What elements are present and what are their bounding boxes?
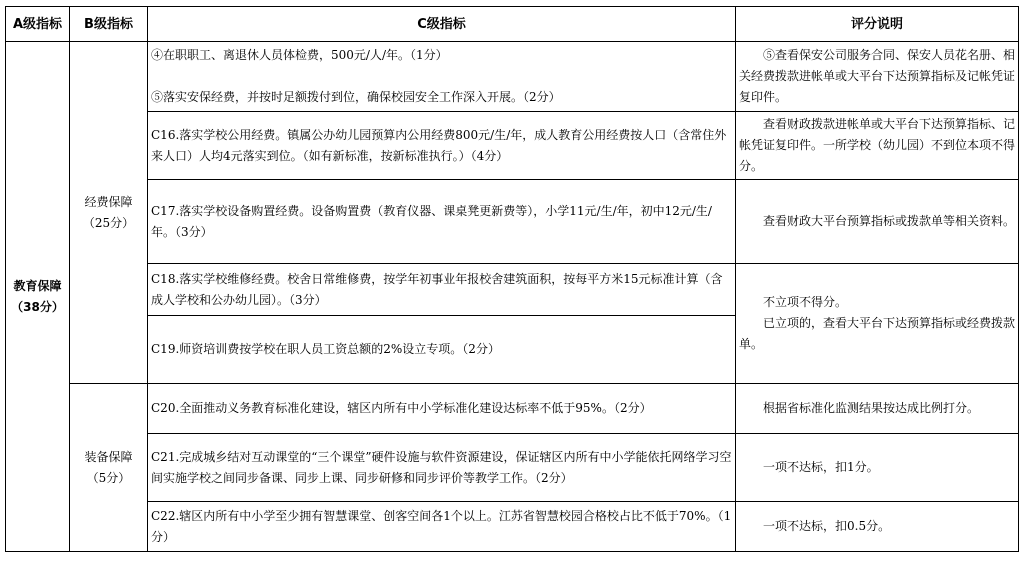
- scoring-note-text: ⑤查看保安公司服务合同、保安人员花名册、相关经费拨款进帐单或大平台下达预算指标及记帐凭证复印件。: [739, 48, 1016, 104]
- scoring-note-cell: [736, 502, 1019, 552]
- table-row: [6, 264, 1019, 316]
- a-level-score: （38分）: [11, 299, 64, 314]
- scoring-note-cell: [736, 112, 1019, 180]
- scoring-note-text: 根据省标准化监测结果按达成比例打分。: [763, 401, 980, 415]
- c-indicator-cell: [148, 502, 736, 552]
- scoring-note-text: 不立项不得分。: [763, 295, 848, 309]
- scoring-note-cell: [736, 434, 1019, 502]
- scoring-note-cell: [736, 264, 1019, 384]
- header-b-level: B级指标: [70, 7, 148, 42]
- c-indicator-text: C18.落实学校维修经费。校舍日常维修费，按学年初事业年报校舍建筑面积，按每平方米15元标准计算（含成人学校和公办幼儿园）。（3分）: [151, 271, 723, 307]
- b-level-equipment-score: （5分）: [86, 470, 131, 485]
- c-indicator-text: C21.完成城乡结对互动课堂的“三个课堂”硬件设施与软件资源建设，保证辖区内所有中小学能依托网络学习空间实施学校之间同步备课、同步上课、同步研修和同步评价等教学工作。（2分）: [151, 449, 732, 485]
- table-row: [6, 434, 1019, 502]
- c-indicator-text: C19.师资培训费按学校在职人员工资总额的2%设立专项。（2分）: [151, 342, 500, 356]
- evaluation-table: [5, 6, 1019, 552]
- scoring-note-cell: [736, 384, 1019, 434]
- table-row: [6, 384, 1019, 434]
- a-level-name: 教育保障: [13, 278, 62, 293]
- c-indicator-text: C17.落实学校设备购置经费。设备购置费（教育仪器、课桌凳更新费等），小学11元/生/年，初中12元/生/年。（3分）: [151, 203, 712, 239]
- header-scoring-notes: 评分说明: [736, 7, 1019, 42]
- b-level-funding-name: 经费保障: [84, 194, 133, 209]
- c-indicator-cell: [148, 180, 736, 264]
- a-level-cell: [6, 42, 70, 552]
- scoring-note-cell: [736, 42, 1019, 112]
- scoring-note-text: 查看财政拨款进帐单或大平台下达预算指标、记帐凭证复印件。一所学校（幼儿园）不到位本项不得分。: [739, 117, 1016, 173]
- scoring-note-text: 一项不达标，扣0.5分。: [763, 519, 891, 533]
- table-row: [6, 42, 1019, 112]
- c-indicator-cell: [148, 384, 736, 434]
- scoring-note-cell: [736, 180, 1019, 264]
- b-level-funding-score: （25分）: [82, 215, 135, 230]
- c-indicator-text: C22.辖区内所有中小学至少拥有智慧课堂、创客空间各1个以上。江苏省智慧校园合格校占比不低于70%。（1分）: [151, 508, 732, 544]
- c-indicator-cell: [148, 434, 736, 502]
- table-row: [6, 502, 1019, 552]
- table-row: [6, 112, 1019, 180]
- c-indicator-cell: [148, 42, 736, 112]
- header-c-level: C级指标: [148, 7, 736, 42]
- b-level-equipment-cell: [70, 384, 148, 552]
- c-indicator-text: ④在职职工、离退休人员体检费，500元/人/年。（1分）: [151, 48, 448, 62]
- scoring-note-text: 一项不达标，扣1分。: [763, 460, 879, 474]
- c-indicator-cell: [148, 316, 736, 384]
- b-level-equipment-name: 装备保障: [84, 449, 133, 464]
- c-indicator-text: ⑤落实安保经费，并按时足额拨付到位，确保校园安全工作深入开展。（2分）: [151, 90, 561, 104]
- c-indicator-cell: [148, 264, 736, 316]
- scoring-note-text: 已立项的，查看大平台下达预算指标或经费拨款单。: [739, 316, 1016, 351]
- c-indicator-cell: [148, 112, 736, 180]
- header-row: [6, 7, 1019, 42]
- b-level-funding-cell: [70, 42, 148, 384]
- c-indicator-text: C16.落实学校公用经费。镇属公办幼儿园预算内公用经费800元/生/年，成人教育公用经费按人口（含常住外来人口）人均4元落实到位。（如有新标准，按新标准执行。）（4分）: [151, 127, 727, 163]
- table-row: [6, 180, 1019, 264]
- c-indicator-text: C20.全面推动义务教育标准化建设，辖区内所有中小学标准化建设达标率不低于95%。（2分）: [151, 401, 652, 415]
- header-a-level: A级指标: [6, 7, 70, 42]
- scoring-note-text: 查看财政大平台预算指标或拨款单等相关资料。: [763, 214, 1016, 228]
